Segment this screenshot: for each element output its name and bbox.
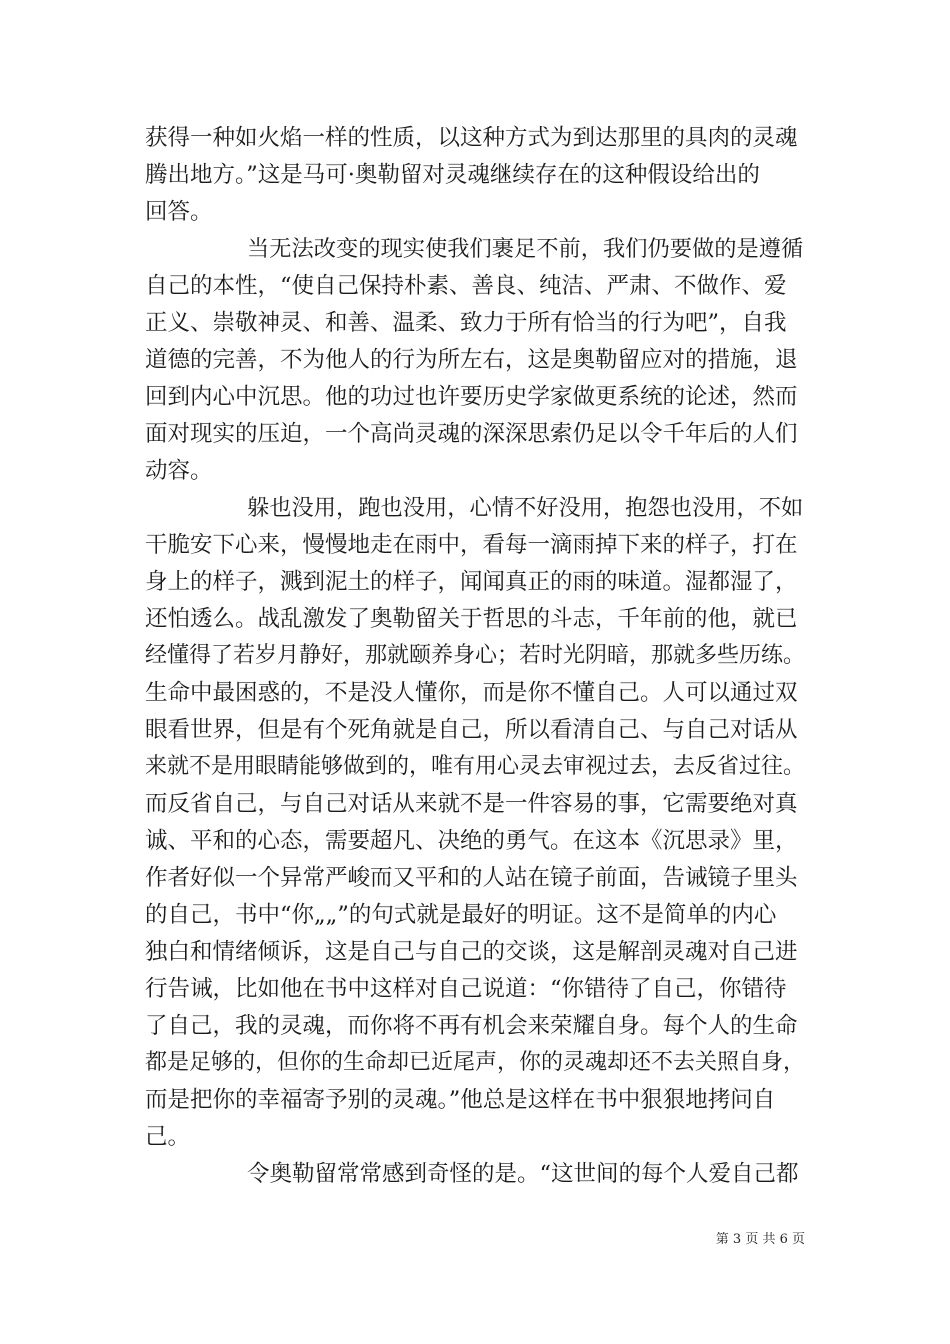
text-line: 还怕透么。战乱激发了奥勒留关于哲思的斗志，千年前的他，就已 <box>145 606 798 632</box>
text-line: 动容。 <box>145 458 213 484</box>
text-line: 当无法改变的现实使我们裹足不前，我们仍要做的是遵循 <box>247 236 804 262</box>
text-line: 正义、崇敬神灵、和善、温柔、致力于所有恰当的行为吧”，自我 <box>145 310 787 336</box>
text-line: 的自己，书中“你„„”的句式就是最好的明证。这不是简单的内心 <box>145 902 777 928</box>
text-line: 身上的样子，溅到泥土的样子，闻闻真正的雨的味道。湿都湿了， <box>145 569 798 595</box>
text-line: 行告诫，比如他在书中这样对自己说道：“你错待了自己，你错待 <box>145 976 787 1002</box>
text-line: 面对现实的压迫，一个高尚灵魂的深深思索仍足以令千年后的人们 <box>145 421 798 447</box>
text-line: 腾出地方。”这是马可·奥勒留对灵魂继续存在的这种假设给出的 <box>145 162 760 188</box>
text-line: 令奥勒留常常感到奇怪的是。“这世间的每个人爱自己都 <box>247 1161 799 1187</box>
text-line: 自己的本性，“使自己保持朴素、善良、纯洁、严肃、不做作、爱 <box>145 273 787 299</box>
text-line: 作者好似一个异常严峻而又平和的人站在镜子前面，告诫镜子里头 <box>145 865 798 891</box>
text-line: 诚、平和的心态，需要超凡、决绝的勇气。在这本《沉思录》里， <box>145 828 798 854</box>
text-line: 经懂得了若岁月静好，那就颐养身心；若时光阴暗，那就多些历练。 <box>145 643 806 668</box>
text-line: 而是把你的幸福寄予别的灵魂。”他总是这样在书中狠狠地拷问自 <box>145 1087 776 1113</box>
page-number: 第 3 页 共 6 页 <box>715 1232 805 1247</box>
text-line: 道德的完善，不为他人的行为所左右，这是奥勒留应对的措施，退 <box>145 347 798 373</box>
text-line: 躲也没用，跑也没用，心情不好没用，抱怨也没用，不如 <box>247 495 804 521</box>
text-line: 眼看世界，但是有个死角就是自己，所以看清自己、与自己对话从 <box>145 717 798 743</box>
text-line: 独白和情绪倾诉，这是自己与自己的交谈，这是解剖灵魂对自己进 <box>145 939 798 965</box>
text-line: 来就不是用眼睛能够做到的，唯有用心灵去审视过去，去反省过往。 <box>145 754 806 779</box>
text-line: 而反省自己，与自己对话从来就不是一件容易的事，它需要绝对真 <box>145 791 798 817</box>
text-line: 都是足够的，但你的生命却已近尾声，你的灵魂却还不去关照自身， <box>145 1050 806 1075</box>
text-line: 干脆安下心来，慢慢地走在雨中，看每一滴雨掉下来的样子，打在 <box>145 532 798 558</box>
text-line: 回到内心中沉思。他的功过也许要历史学家做更系统的论述，然而 <box>145 384 798 410</box>
text-line: 生命中最困惑的，不是没人懂你，而是你不懂自己。人可以通过双 <box>145 680 798 706</box>
text-line: 回答。 <box>145 199 213 225</box>
text-line: 获得一种如火焰一样的性质，以这种方式为到达那里的具肉的灵魂 <box>145 125 798 151</box>
text-line: 了自己，我的灵魂，而你将不再有机会来荣耀自身。每个人的生命 <box>145 1013 798 1039</box>
text-line: 己。 <box>145 1124 191 1150</box>
